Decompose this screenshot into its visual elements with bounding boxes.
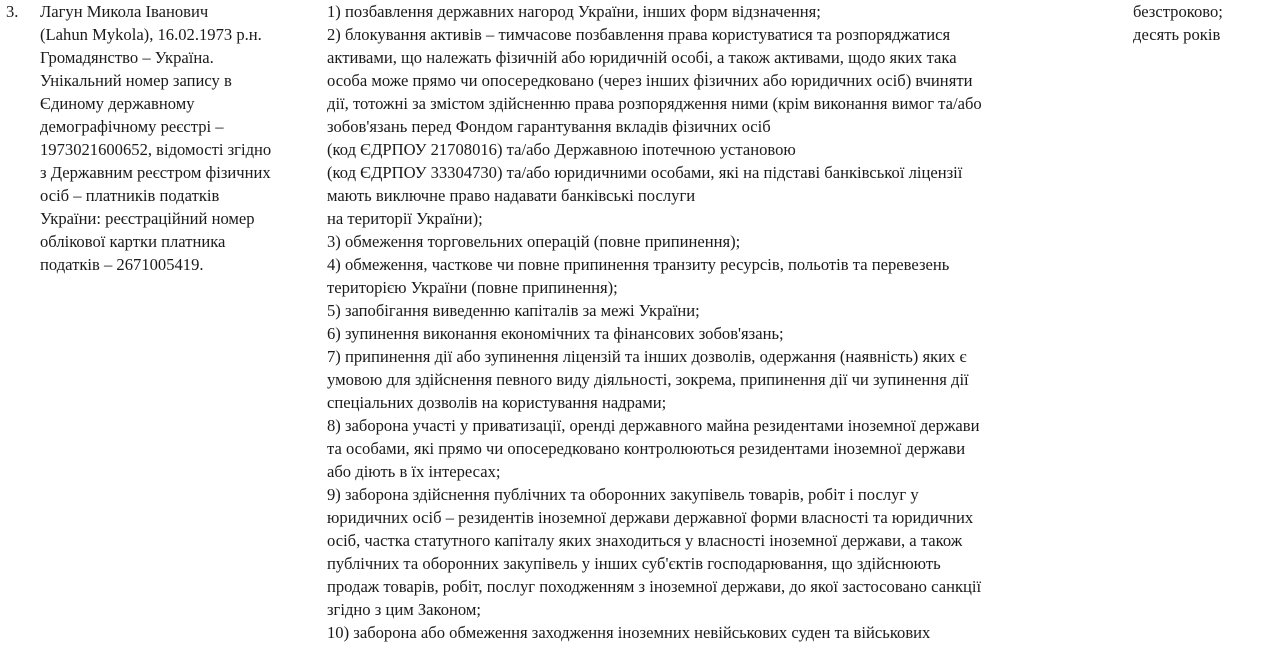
sanction-line: зобов'язань перед Фондом гарантування вкладів фізичних осіб <box>327 117 771 136</box>
row-number-text: 3. <box>6 2 19 21</box>
sanction-line: 6) зупинення виконання економічних та фінансових зобов'язань; <box>327 324 784 343</box>
sanction-term-cell <box>1133 0 1273 46</box>
person-line: облікової картки платника <box>40 232 226 251</box>
sanction-line: або діють в їх інтересах; <box>327 462 501 481</box>
sanction-line: 7) припинення дії або зупинення ліцензій та інших дозволів, одержання (наявність) яких є <box>327 347 967 366</box>
sanction-line: 9) заборона здійснення публічних та оборонних закупівель товарів, робіт і послуг у <box>327 485 919 504</box>
person-line: з Державним реєстром фізичних <box>40 163 271 182</box>
row-number <box>6 0 32 23</box>
sanction-line: (код ЄДРПОУ 33304730) та/або юридичними особами, які на підставі банківської ліцензії <box>327 163 963 182</box>
sanction-line: територією України (повне припинення); <box>327 278 618 297</box>
person-line: демографічному реєстрі – <box>40 117 224 136</box>
sanction-line: 2) блокування активів – тимчасове позбавлення права користуватися та розпоряджатися <box>327 25 951 44</box>
sanction-line: (код ЄДРПОУ 21708016) та/або Державною іпотечною установою <box>327 140 796 159</box>
sanction-line: особа може прямо чи опосередковано (через інших фізичних або юридичних осіб) вчиняти <box>327 71 973 90</box>
person-line: (Lahun Mykola), 16.02.1973 р.н. <box>40 25 262 44</box>
person-line: Лагун Микола Іванович <box>40 2 209 21</box>
person-line: України: реєстраційний номер <box>40 209 255 228</box>
sanction-line: спеціальних дозволів на користування надрами; <box>327 393 667 412</box>
sanction-line: дії, тотожні за змістом здійсненню права розпорядження ними (крім виконання вимог та/або <box>327 94 982 113</box>
person-line: 1973021600652, відомості згідно <box>40 140 272 159</box>
term-line: десять років <box>1133 25 1221 44</box>
person-line: Громадянство – Україна. <box>40 48 214 67</box>
person-line: Єдиному державному <box>40 94 195 113</box>
term-line: безстроково; <box>1133 2 1223 21</box>
sanctions-list-cell <box>327 0 1127 644</box>
sanction-line: юридичних осіб – резидентів іноземної держави державної форми власності та юридичних <box>327 508 974 527</box>
sanction-line: 10) заборона або обмеження заходження іноземних невійськових суден та військових <box>327 623 931 642</box>
person-details-cell <box>40 0 315 276</box>
sanction-line: мають виключне право надавати банківські послуги <box>327 186 696 205</box>
sanction-line: 8) заборона участі у приватизації, оренді державного майна резидентами іноземної держави <box>327 416 980 435</box>
sanction-line: публічних та оборонних закупівель у інших суб'єктів господарювання, що здійснюють <box>327 554 941 573</box>
sanction-line: та особами, які прямо чи опосередковано контролюються резидентами іноземної держави <box>327 439 966 458</box>
sanction-line: згідно з цим Законом; <box>327 600 482 619</box>
sanction-line: 5) запобігання виведенню капіталів за межі України; <box>327 301 700 320</box>
person-line: Унікальний номер запису в <box>40 71 232 90</box>
person-line: осіб – платників податків <box>40 186 220 205</box>
person-line: податків – 2671005419. <box>40 255 204 274</box>
sanction-line: продаж товарів, робіт, послуг походженням з іноземної держави, до якої застосовано санкції <box>327 577 982 596</box>
sanction-line: осіб, частка статутного капіталу яких знаходиться у власності іноземної держави, а також <box>327 531 963 550</box>
sanction-line: на території України); <box>327 209 483 228</box>
sanction-line: 3) обмеження торговельних операцій (повне припинення); <box>327 232 741 251</box>
sanction-line: 1) позбавлення державних нагород України, інших форм відзначення; <box>327 2 821 21</box>
sanction-line: активами, що належать фізичній або юридичній особі, а також активами, щодо яких така <box>327 48 957 67</box>
sanction-line: умовою для здійснення певного виду діяльності, зокрема, припинення дії чи зупинення дії <box>327 370 969 389</box>
sanction-line: 4) обмеження, часткове чи повне припинення транзиту ресурсів, польотів та перевезень <box>327 255 950 274</box>
